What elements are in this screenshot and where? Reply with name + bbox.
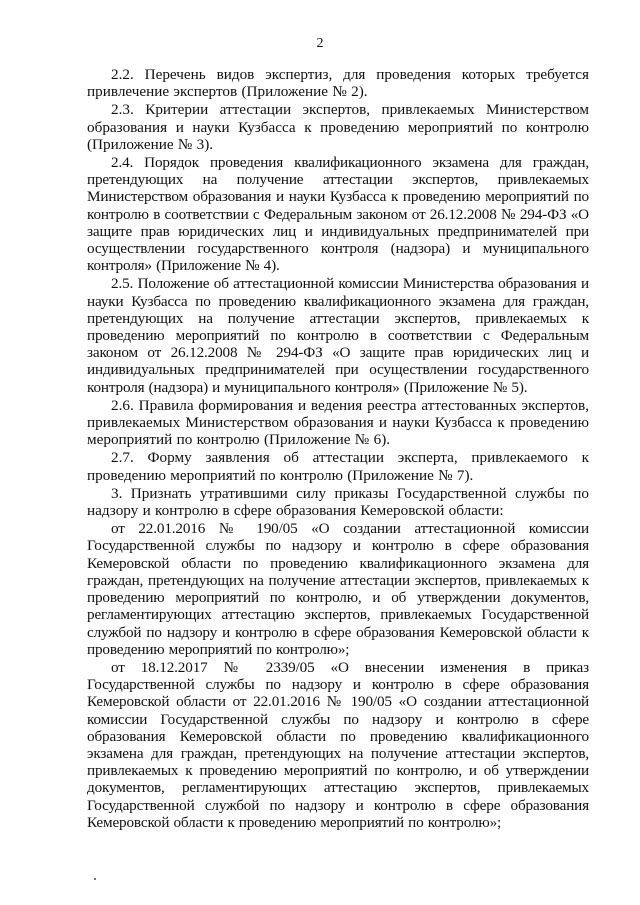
paragraph-3: 3. Признать утратившими силу приказы Государственной службы по надзору и контролю в сфере образования Кемеровской области: — [87, 484, 589, 520]
list-item-order-190-05: от 22.01.2016 № 190/05 «О создании аттестационной комиссии Государственной службы по надзору и контролю в сфере образования Кемеровской области по проведению квалификационного экзамена для граждан, претендующих на получение аттестации экспертов, привлекаемых к проведению мероприятий по контролю, и об утверждении документов, регламентирующих аттестацию экспертов, привлекаемых Государственной службой по надзору и контролю в сфере образования Кемеровской области к проведению мероприятий по контролю»; — [87, 520, 589, 658]
scan-speck — [94, 878, 96, 880]
paragraph-2-4: 2.4. Порядок проведения квалификационного экзамена для граждан, претендующих на получение аттестации экспертов, привлекаемых Министерством образования и науки Кузбасса к проведению мероприятий по контролю в соответствии с Федеральным законом от 26.12.2008 № 294-ФЗ «О защите прав юридических лиц и индивидуальных предпринимателей при осуществлении государственного контроля (надзора) и муниципального контроля» (Приложение № 4). — [87, 154, 589, 275]
paragraph-2-5: 2.5. Положение об аттестационной комиссии Министерства образования и науки Кузбасса по проведению квалификационного экзамена для граждан, претендующих на получение аттестации экспертов, привлекаемых к проведению мероприятий по контролю в соответствии с Федеральным законом от 26.12.2008 № 294-ФЗ «О защите прав юридических лиц и индивидуальных предпринимателей при осуществлении государственного контроля (надзора) и муниципального контроля» (Приложение № 5). — [87, 275, 589, 396]
paragraph-2-6: 2.6. Правила формирования и ведения реестра аттестованных экспертов, привлекаемых Министерством образования и науки Кузбасса к проведению мероприятий по контролю (Приложение № 6). — [87, 396, 589, 449]
page-number: 2 — [316, 36, 324, 51]
list-item-order-2339-05: от 18.12.2017 № 2339/05 «О внесении изменения в приказ Государственной службы по надзору и контролю в сфере образования Кемеровской области от 22.01.2016 № 190/05 «О создании аттестационной комиссии Государственной службы по надзору и контролю в сфере образования Кемеровской области по проведению квалификационного экзамена для граждан, претендующих на получение аттестации экспертов, привлекаемых к проведению мероприятий по контролю, и об утверждении документов, регламентирующих аттестацию экспертов, привлекаемых Государственной службой по надзору и контролю в сфере образования Кемеровской области к проведению мероприятий по контролю»; — [87, 658, 589, 831]
document-body — [87, 66, 589, 832]
paragraph-2-7: 2.7. Форму заявления об аттестации эксперта, привлекаемого к проведению мероприятий по контролю (Приложение № 7). — [87, 449, 589, 484]
paragraph-2-3: 2.3. Критерии аттестации экспертов, привлекаемых Министерством образования и науки Кузбасса к проведению мероприятий по контролю (Приложение № 3). — [87, 101, 589, 153]
paragraph-2-2: 2.2. Перечень видов экспертиз, для проведения которых требуется привлечение экспертов (Приложение № 2). — [87, 66, 589, 101]
